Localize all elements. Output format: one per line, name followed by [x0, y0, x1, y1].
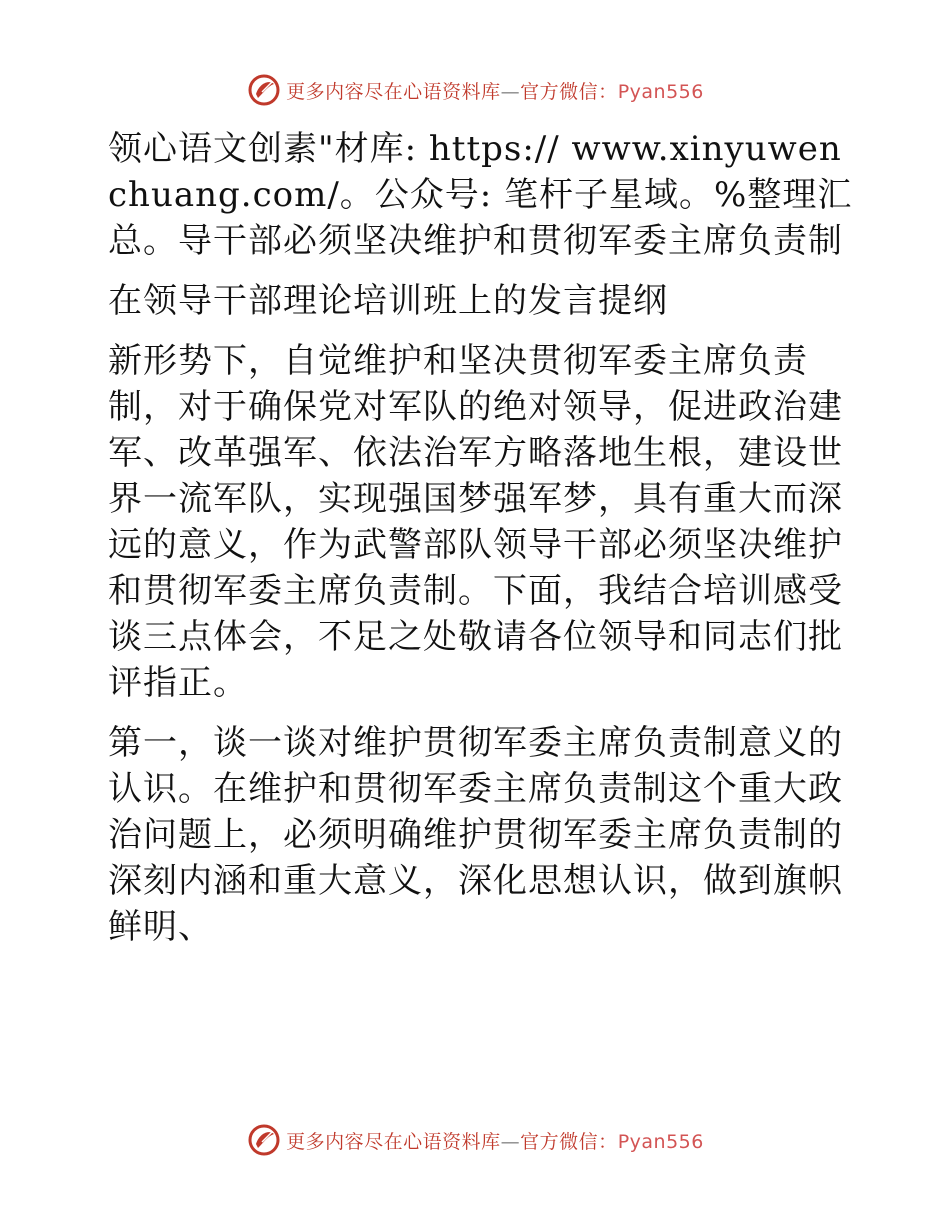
logo-icon	[246, 72, 282, 108]
banner-main-text: 更多内容尽在心语资料库	[286, 1130, 501, 1153]
body-paragraph-2: 第一，谈一谈对维护贯彻军委主席负责制意义的认识。在维护和贯彻军委主席负责制这个重大政治问题上，必须明确维护贯彻军委主席负责制的深刻内涵和重大意义，深化思想认识，做到旗帜鲜明、	[108, 723, 843, 947]
logo-icon	[246, 1122, 282, 1158]
banner-wechat-id: Pyan556	[617, 1130, 704, 1153]
banner-text	[286, 1127, 704, 1154]
banner-dash: —	[500, 1130, 521, 1153]
footer-banner	[0, 1120, 950, 1160]
document-body	[96, 126, 856, 950]
banner-wechat-id: Pyan556	[617, 80, 704, 103]
header-banner	[0, 70, 950, 110]
banner-text	[286, 77, 704, 104]
body-paragraph-1: 新形势下，自觉维护和坚决贯彻军委主席负责制，对于确保党对军队的绝对领导，促进政治建军、改革强军、依法治军方略落地生根，建设世界一流军队，实现强国梦强军梦，具有重大而深远的意义，作为武警部队领导干部必须坚决维护和贯彻军委主席负责制。下面，我结合培训感受谈三点体会，不足之处敬请各位领导和同志们批评指正。	[108, 341, 843, 703]
banner-dash: —	[500, 80, 521, 103]
banner-wechat-label: 官方微信：	[520, 80, 618, 103]
document-subtitle: 在领导干部理论培训班上的发言提纲	[108, 281, 668, 321]
banner-main-text: 更多内容尽在心语资料库	[286, 80, 501, 103]
intro-paragraph: 领心语文创素"材库: https:// www.xinyuwenchuang.com/。公众号: 笔杆子星域。%整理汇总。导干部必须坚决维护和贯彻军委主席负责制	[108, 129, 853, 261]
banner-wechat-label: 官方微信：	[520, 1130, 618, 1153]
